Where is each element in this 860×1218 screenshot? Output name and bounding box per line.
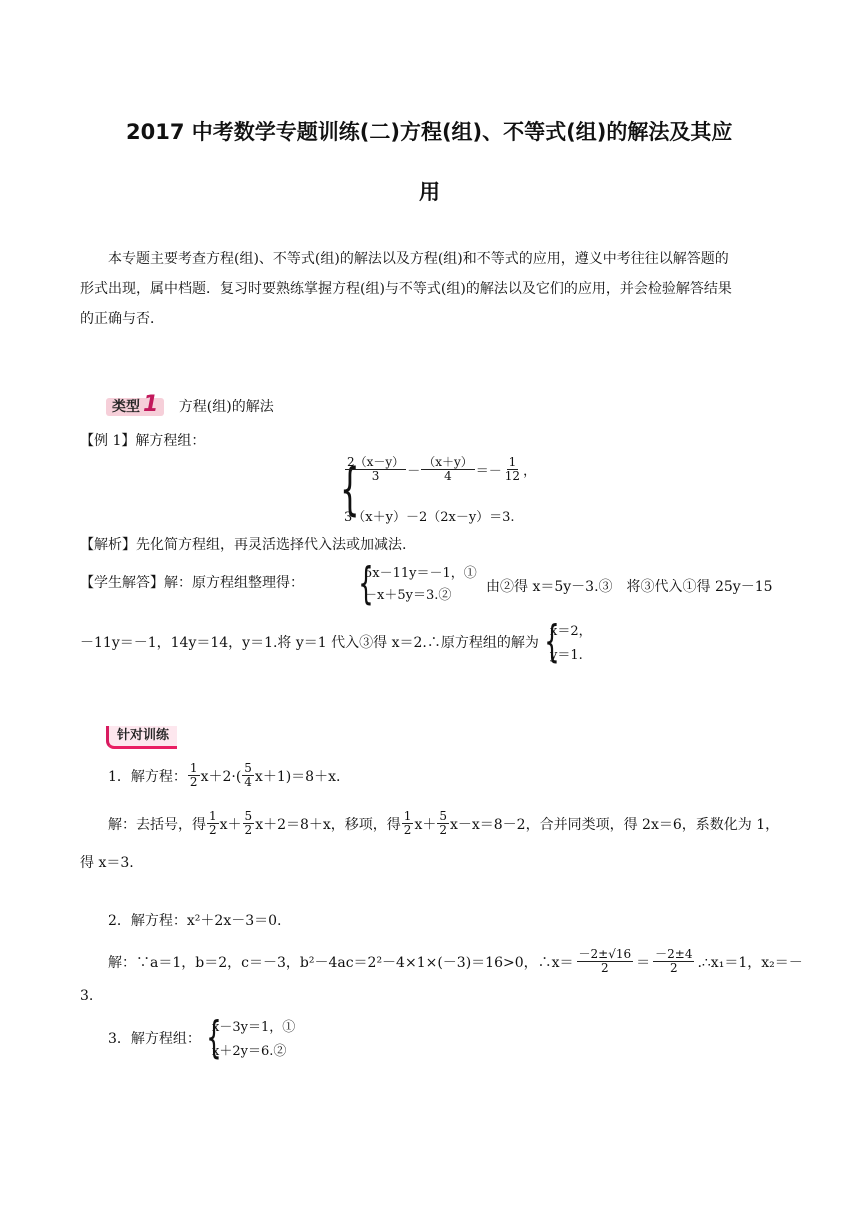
type-heading [106,392,274,417]
fraction: $\frac{5}{2}$ [439,809,447,837]
equation-2: 3（x＋y）－2（2x－y）＝3. [344,510,515,525]
problem-1-solution: 解：去括号，得 $\frac{1}{2}$ x＋ $\frac{5}{2}$ x＋2＝8＋x，移项，得 $\frac{1}{2}$ x＋ $\frac{5}{2}$ x－x＝8－2，合并同类项，得 2x＝6，系数化为 1， [108,809,780,837]
answer-continued: 由②得 x＝5y－3.③ 将③代入①得 25y－15 [486,579,773,595]
analysis: 【解析】先化简方程组，再灵活选择代入法或加减法. [80,537,407,553]
problem-3: 3．解方程组： [108,1031,201,1047]
system-brace: { [358,558,374,609]
fraction: $\frac{-2\pm 4}{2}$ [655,947,693,975]
fraction: $\frac{1}{2}$ [209,809,217,837]
system-brace: { [544,616,560,667]
training-tag: 针对训练 [106,724,177,743]
fraction: $\frac{5}{4}$ [244,761,252,789]
problem-2-solution: 解：∵a＝1，b＝2，c＝－3，b²－4ac＝2²－4×1×(－3)＝16>0，∴x＝ $\frac{-2\pm√16}{2}$ ＝ $\frac{-2\pm 4}{2}$ .∴x₁＝1，x₂＝－ [108,947,803,975]
page-title: 2017 中考数学专题训练(二)方程(组)、不等式(组)的解法及其应 [126,120,733,144]
intro-line-2: 形式出现，属中档题．复习时要熟练掌握方程(组)与不等式(组)的解法以及它们的应用，并会检验解答结果 [80,281,732,297]
problem-2: 2．解方程：x²＋2x－3＝0. [108,913,282,929]
problem-1: 1．解方程： $\frac{1}{2}$ x＋2·( $\frac{5}{4}$ x＋1)＝8＋x. [108,761,341,789]
intro-line-1: 本专题主要考查方程(组)、不等式(组)的解法以及方程(组)和不等式的应用，遵义中考往往以解答题的 [108,251,729,267]
system-brace: { [340,457,360,522]
fraction: $\frac{5}{2}$ [244,809,253,837]
example-label: 【例 1】解方程组： [80,433,206,449]
page-title-continued: 用 [419,180,440,204]
type-label: 方程(组)的解法 [178,399,274,415]
fraction: $\frac{1}{2}$ [403,809,412,837]
fraction: $\frac{1}{2}$ [189,761,198,789]
problem-2-answer: 3. [80,988,94,1004]
student-answer-label: 【学生解答】解：原方程组整理得： [80,575,304,591]
problem-1-answer: 得 x＝3. [80,855,134,871]
fraction: $\frac{1}{12}$ [504,455,521,483]
fraction: $\frac{-2\pm√16}{2}$ [578,947,632,975]
fraction: $\frac{2(x-y)}{3}$ [347,455,405,483]
fraction: $\frac{(x+y)}{4}$ [423,455,473,483]
answer-line-2: －11y＝－1，14y＝14，y＝1.将 y＝1 代入③得 x＝2.∴原方程组的解为 [80,635,539,651]
intro-line-3: 的正确与否． [80,311,164,327]
type-badge: 类型 1 [106,398,164,416]
system-brace: { [206,1012,222,1063]
